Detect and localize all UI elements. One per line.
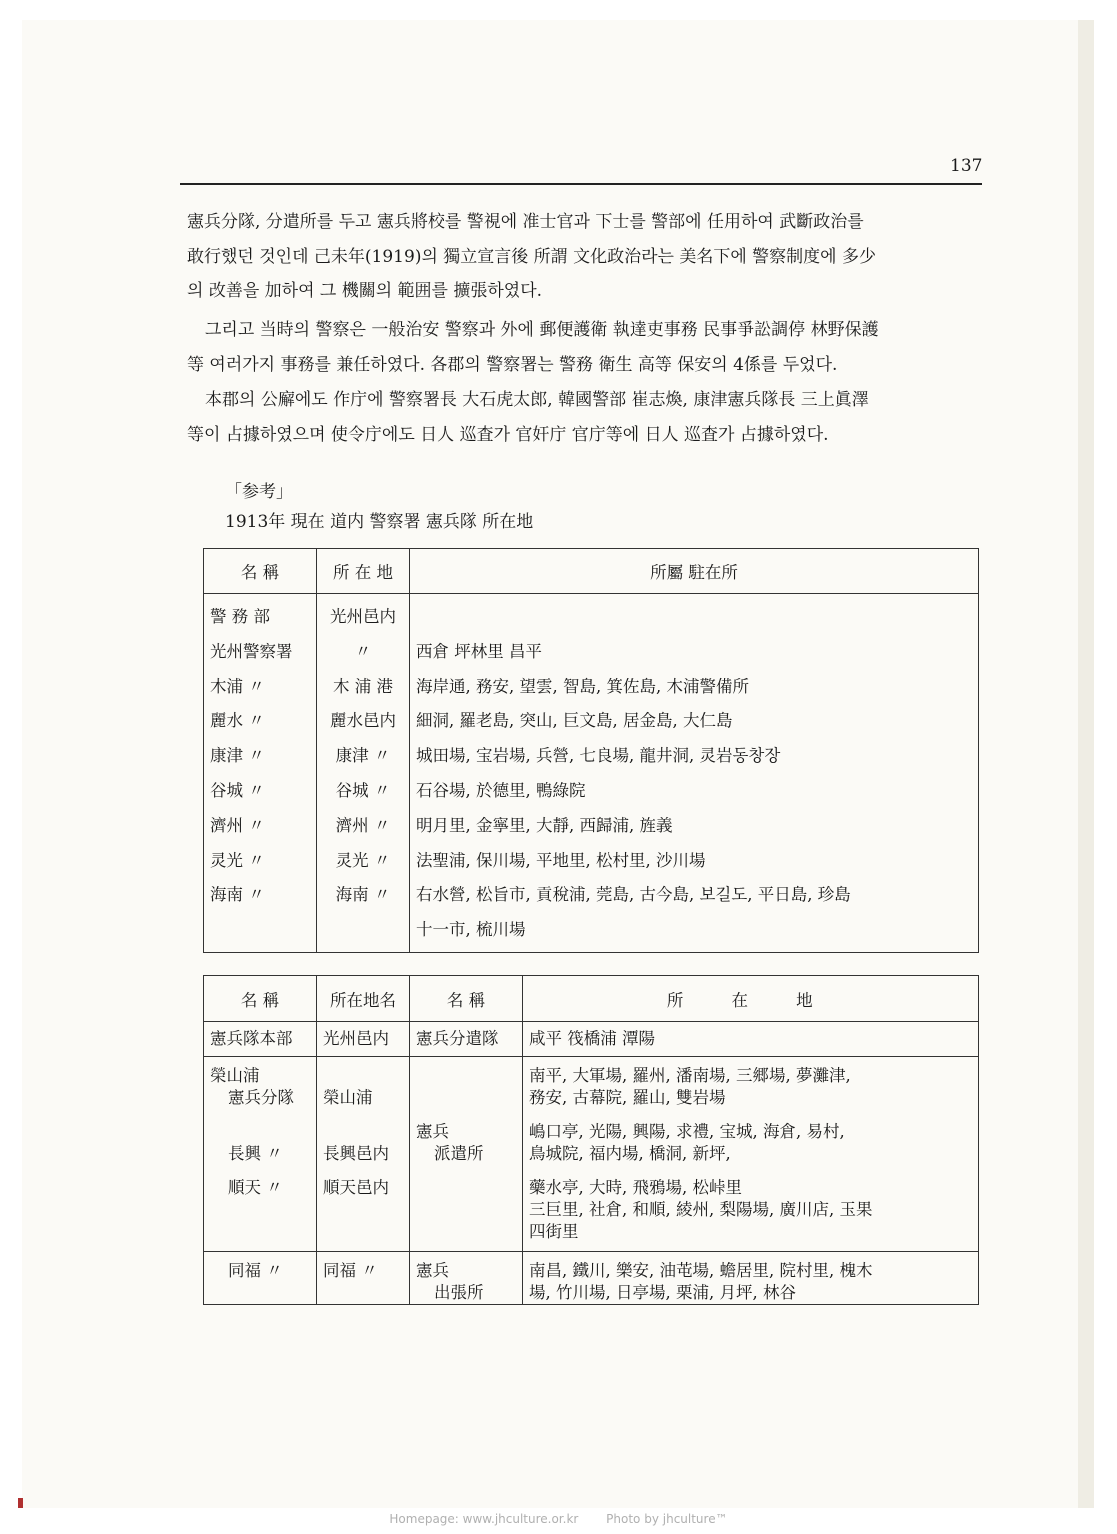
places-line: 三巨里, 社倉, 和順, 綾州, 梨陽場, 廣川店, 玉果 [529,1200,873,1219]
header-location: 所 在 地 [317,549,410,594]
location-cell: 光州邑内 [330,607,396,626]
military-police-table [203,975,979,1305]
spacer [529,1109,972,1121]
places-line: 南昌, 鐵川, 樂安, 油芚場, 蟾居里, 院村里, 槐木 [529,1261,873,1280]
name-cell: 濟州 〃 [210,815,265,835]
places-line: 務安, 古幕院, 羅山, 雙岩場 [529,1088,726,1107]
paragraph-line: 의 改善을 加하여 그 機關의 範囲를 擴張하였다. [187,281,543,301]
location-line: 榮山浦 [323,1088,373,1107]
location-line: 順天邑内 [323,1178,389,1197]
police-station-table [203,548,979,953]
name-cell: 光州警察署 [210,641,293,661]
location-cell: 濟州 〃 [335,815,391,835]
paragraph-line: 憲兵分隊, 分遣所를 두고 憲兵將校를 警視에 准士官과 下士를 警部에 任用하여 武斷政治를 [187,212,864,232]
table-row [204,1022,979,1057]
location-cell: 灵光 〃 [335,850,391,870]
places-cell [523,1252,979,1305]
paragraph-3 [187,383,980,452]
places-cell [523,1057,979,1252]
unit-cell [410,1252,523,1305]
name-cell [204,1057,317,1252]
name-cell-empty [210,913,310,948]
name-cell: 康津 〃 [210,746,265,766]
paragraph-line: 等 여러가지 事務를 兼任하였다. 各郡의 警察署는 警務 衛生 高等 保安의 4係를 두었다. [187,354,838,375]
location-cell: 海南 〃 [335,885,391,905]
page-number: 137 [950,156,983,176]
header-rule [180,183,982,185]
name-cell: 木浦 〃 [210,676,265,696]
stations-cell: 細洞, 羅老島, 突山, 巨文島, 居金島, 大仁島 [416,711,733,731]
unit-line: 憲兵 [416,1261,449,1280]
paragraph-line: 本郡의 公廨에도 作庁에 警察署長 大石虎太郎, 韓國警部 崔志煥, 康津憲兵隊長 三上眞澤 [205,390,869,410]
location-cell: 木 浦 港 [333,676,393,696]
spacer [210,1109,310,1143]
footer-photo-credit: Photo by jhculture™ [606,1512,728,1526]
stations-cell: 西倉 坪林里 昌平 [416,641,542,661]
stations-cell: 十一市, 梳川場 [416,920,526,940]
footer [0,1512,1117,1526]
table-row [204,1057,979,1252]
unit-line: 出張所 [434,1283,484,1302]
name-cell: 灵光 〃 [210,850,265,870]
location-cell [317,1252,410,1305]
paragraph-line: 敢行했던 것인데 己未年(1919)의 獨立宣言後 所謂 文化政治라는 美名下에 警察制度에 多少 [187,246,876,267]
name-line: 憲兵分隊 [228,1088,294,1107]
paragraph-2 [187,313,980,382]
name-cell [204,1252,317,1305]
name-line: 同福 〃 [228,1261,283,1280]
name-line: 順天 〃 [228,1178,283,1197]
paragraph-line: 그리고 当時의 警察은 一般治安 警察과 外에 郵便護衛 執達吏事務 民事爭訟調停 林野保護 [205,320,879,340]
paragraph-1 [187,205,980,309]
location-line: 同福 〃 [323,1261,378,1280]
spacer [210,1165,310,1177]
table-header-row [204,976,979,1022]
location-cell: 谷城 〃 [335,780,391,800]
location-cell-empty [323,913,403,948]
header-name: 名 稱 [204,549,317,594]
reference-caption: 1913年 現在 道内 警察署 憲兵隊 所在地 [225,512,534,532]
footer-homepage: Homepage: www.jhculture.or.kr [389,1512,579,1526]
places-line: 嶋口亭, 光陽, 興陽, 求禮, 宝城, 海倉, 易村, [529,1122,845,1141]
spacer [323,1165,403,1177]
name-column [204,594,317,953]
stations-cell: 城田場, 宝岩場, 兵營, 七良場, 龍井洞, 灵岩동창장 [416,746,781,766]
header-name: 名 稱 [204,976,317,1022]
name-line: 榮山浦 [210,1066,260,1085]
location-cell: 麗水邑内 [330,711,396,731]
spacer [416,1065,516,1121]
spacer [323,1065,403,1087]
location-cell: 光州邑内 [317,1022,410,1057]
places-line: 場, 竹川場, 日亭場, 栗浦, 月坪, 林谷 [529,1283,796,1302]
stations-column [410,594,979,953]
location-cell [317,1057,410,1252]
stations-cell [416,600,972,635]
header-stations: 所屬 駐在所 [410,549,979,594]
name-cell: 海南 〃 [210,885,265,905]
places-line: 藥水亭, 大時, 飛鴉場, 松峠里 [529,1178,742,1197]
name-cell: 麗水 〃 [210,711,265,731]
header-unit-name: 名 稱 [410,976,523,1022]
header-location: 所 在 地 [523,976,979,1022]
location-column [317,594,410,953]
table-row [204,1252,979,1305]
unit-cell [410,1057,523,1252]
places-line: 四街里 [529,1222,579,1241]
spacer [323,1109,403,1143]
reference-label: 「参考」 [225,482,293,502]
name-cell: 警 務 部 [210,607,270,626]
places-line: 鳥城院, 福内場, 橋洞, 新坪, [529,1144,731,1163]
places-cell: 咸平 筏橋浦 潭陽 [523,1022,979,1057]
location-cell: 康津 〃 [335,746,391,766]
unit-line: 派遣所 [434,1144,484,1163]
name-cell: 谷城 〃 [210,780,265,800]
stations-cell: 石谷場, 於德里, 鴨綠院 [416,780,586,800]
stations-cell: 明月里, 金寧里, 大靜, 西歸浦, 旌義 [416,815,673,835]
name-cell: 憲兵隊本部 [204,1022,317,1057]
places-line: 南平, 大軍場, 羅州, 潘南場, 三郷場, 夢灘津, [529,1066,851,1085]
spacer [529,1165,972,1177]
location-cell: 〃 [354,641,372,661]
paragraph-line: 等이 占據하였으며 使令庁에도 日人 巡査가 官奸庁 官庁等에 日人 巡査가 占據하였다. [187,424,829,445]
table-header-row [204,549,979,594]
unit-line: 憲兵 [416,1122,449,1141]
unit-cell: 憲兵分遣隊 [410,1022,523,1057]
edge-mark [18,1498,23,1508]
header-location-name: 所在地名 [317,976,410,1022]
stations-cell: 右水營, 松旨市, 貢稅浦, 莞島, 古今島, 보길도, 平日島, 珍島 [416,885,851,905]
stations-cell: 海岸通, 務安, 望雲, 智島, 箕佐島, 木浦警備所 [416,676,749,696]
name-line: 長興 〃 [228,1144,283,1163]
table-body [204,594,979,953]
stations-cell: 法聖浦, 保川場, 平地里, 松村里, 沙川場 [416,850,706,870]
location-line: 長興邑内 [323,1144,389,1163]
